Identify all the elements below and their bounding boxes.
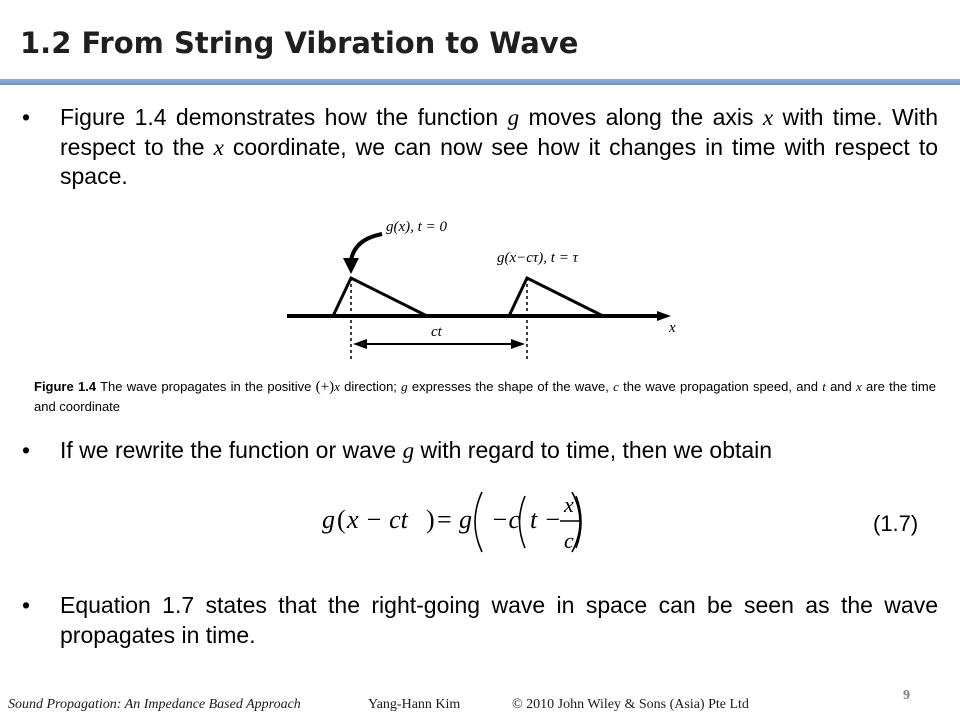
eq-rhs-minus-c: −c	[491, 505, 521, 534]
caption-text-part: direction;	[339, 379, 402, 394]
bullet-2-text-part: If we rewrite the function or wave	[60, 437, 403, 463]
variable-x: x	[762, 105, 774, 130]
caption-figure-label: Figure 1.4	[34, 379, 97, 394]
eq-lhs-arg: x − ct	[347, 505, 408, 534]
caption-text-part: and	[825, 379, 857, 394]
wave-propagation-figure	[285, 214, 705, 362]
bullet-1-text-part: with time. With respect to the	[60, 104, 939, 160]
pulse-initial	[333, 278, 427, 316]
ct-label: ct	[431, 324, 442, 340]
caption-variable-t: t	[822, 379, 826, 394]
caption-text-part: the wave propagation speed, and	[618, 379, 823, 394]
equation-1-7	[320, 488, 590, 556]
caption-plus-sign: (+)	[315, 379, 335, 395]
eq-lhs-open-paren: (	[337, 505, 346, 534]
bullet-1-text-part: Figure 1.4 demonstrates how the function	[60, 104, 508, 130]
eq-rhs-g: g	[459, 505, 472, 534]
bullet-2-text	[60, 436, 938, 466]
eq-frac-numerator: x	[564, 492, 574, 517]
footer-author: Yang-Hann Kim	[368, 697, 461, 712]
eq-frac-denominator: c	[564, 528, 574, 553]
curved-arrow-icon	[351, 234, 382, 260]
title-underline	[0, 79, 960, 85]
caption-text-part: are the time and coordinate	[34, 379, 936, 414]
bullet-1-text-part: moves along the axis	[519, 104, 763, 130]
slide-title: 1.2 From String Vibration to Wave	[20, 26, 579, 60]
caption-variable-x: x	[856, 379, 862, 394]
caption-text-part: The wave propagates in the positive	[96, 379, 316, 394]
caption-variable-c: c	[613, 379, 619, 394]
label-initial: g(x), t = 0	[386, 219, 447, 235]
bullet-dot-icon: •	[22, 437, 31, 463]
bullet-2	[22, 436, 938, 468]
bullet-dot-icon: •	[22, 104, 31, 130]
variable-g: g	[507, 105, 520, 130]
eq-rhs-t-minus: t −	[530, 505, 562, 534]
bullet-1-text-part: coordinate, we can now see how it changes in time with respect to space.	[60, 133, 939, 189]
footer-copyright: © 2010 John Wiley & Sons (Asia) Pte Ltd	[512, 697, 749, 712]
bullet-1	[22, 103, 938, 198]
variable-x: x	[213, 134, 224, 160]
bullet-1-text	[60, 103, 938, 192]
bullet-2-text-part: with regard to time, then we obtain	[414, 437, 773, 463]
equation-number: (1.7)	[873, 511, 919, 536]
eq-lhs-close-paren: )	[426, 505, 435, 534]
pulse-shifted	[509, 278, 603, 316]
bullet-dot-icon: •	[22, 592, 31, 618]
eq-outer-open-paren	[475, 492, 482, 552]
eq-inner-open-paren	[520, 496, 526, 548]
footer-book-title: Sound Propagation: An Impedance Based Approach	[8, 697, 301, 712]
caption-variable-g: g	[401, 379, 408, 394]
caption-variable-x: x	[334, 379, 340, 394]
caption-text-part: expresses the shape of the wave,	[407, 379, 614, 394]
page-number: 9	[903, 688, 910, 703]
figure-caption	[34, 377, 936, 417]
variable-g: g	[402, 438, 415, 463]
eq-lhs-g: g	[322, 505, 335, 534]
eq-equals: =	[437, 505, 452, 534]
label-shifted: g(x−cτ), t = τ	[497, 250, 578, 266]
ct-arrow-right-icon	[511, 339, 525, 349]
arrow-head-icon	[343, 258, 359, 274]
ct-arrow-left-icon	[353, 339, 367, 349]
bullet-3-text: Equation 1.7 states that the right-going wave in space can be seen as the wave propagates in time.	[60, 592, 938, 648]
x-axis-label: x	[669, 320, 676, 336]
bullet-3	[22, 591, 938, 655]
